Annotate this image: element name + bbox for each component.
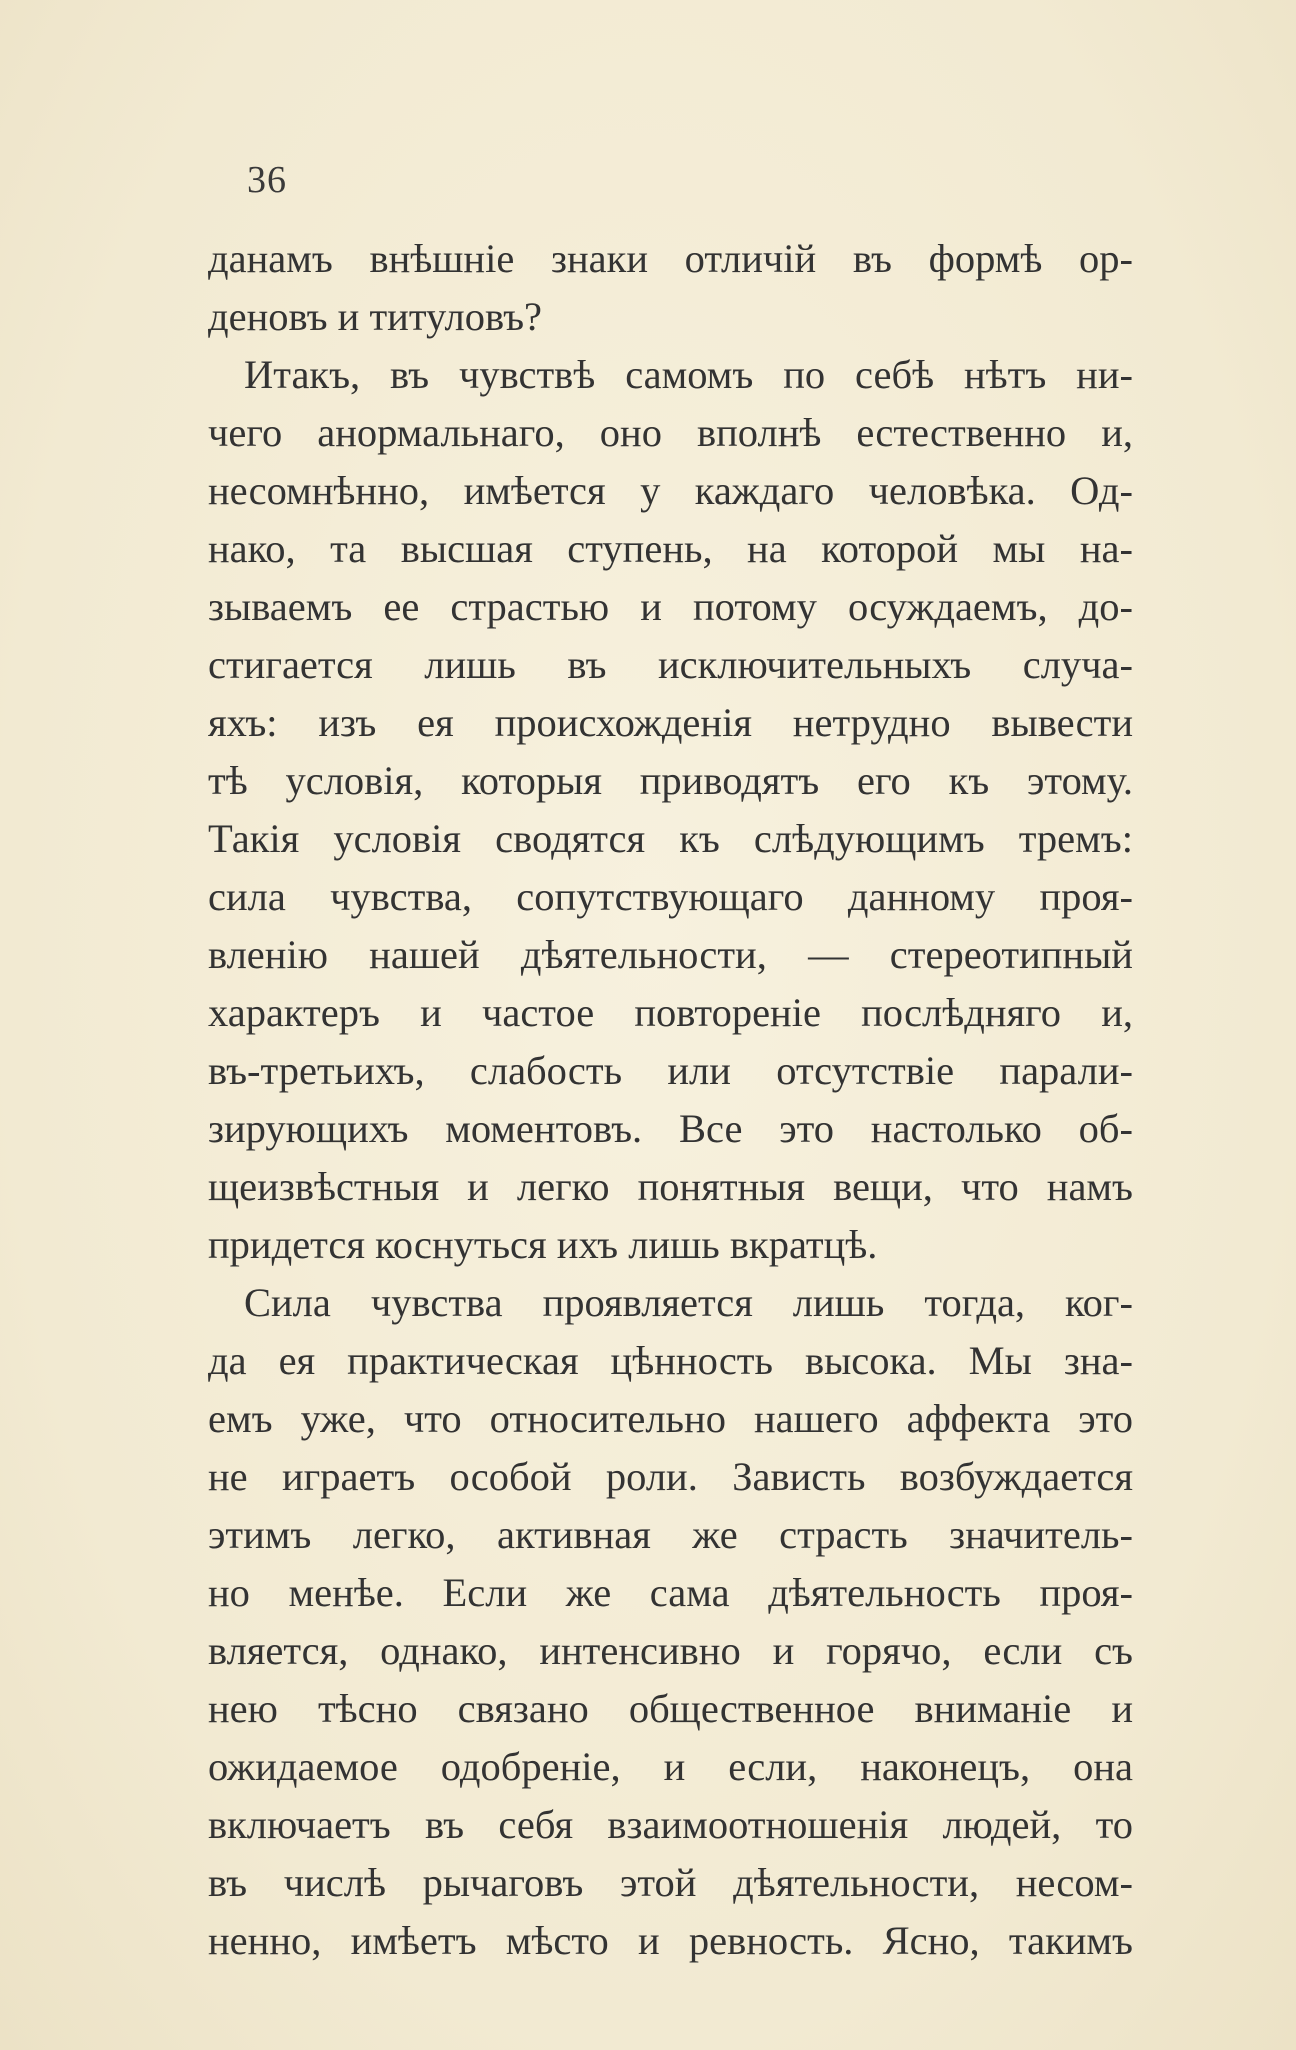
text-line: Такія условія сводятся къ слѣдующимъ тремъ: — [208, 816, 1133, 861]
text-line: нею тѣсно связано общественное вниманіе и — [208, 1686, 1133, 1731]
text-line: щеизвѣстныя и легко понятныя вещи, что намъ — [208, 1164, 1133, 1209]
text-line: Итакъ, въ чувствѣ самомъ по себѣ нѣтъ ни- — [244, 352, 1133, 397]
text-line: тѣ условія, которыя приводятъ его къ этому. — [208, 758, 1133, 803]
text-line: чего анормальнаго, оно вполнѣ естественно и, — [208, 410, 1133, 455]
text-line: зываемъ ее страстью и потому осуждаемъ, до- — [208, 584, 1133, 629]
text-line: Сила чувства проявляется лишь тогда, ког- — [244, 1280, 1133, 1325]
text-line: вляется, однако, интенсивно и горячо, если съ — [208, 1628, 1133, 1673]
text-line: нако, та высшая ступень, на которой мы на- — [208, 526, 1133, 571]
text-line: ожидаемое одобреніе, и если, наконецъ, она — [208, 1744, 1133, 1789]
text-line: вленію нашей дѣятельности, — стереотипный — [208, 932, 1133, 977]
body-text — [208, 230, 1133, 1970]
text-line: емъ уже, что относительно нашего аффекта это — [208, 1396, 1133, 1441]
text-line: въ-третьихъ, слабость или отсутствіе парали- — [208, 1048, 1133, 1093]
text-line: придется коснуться ихъ лишь вкратцѣ. — [208, 1222, 878, 1267]
text-line: не играетъ особой роли. Зависть возбуждается — [208, 1454, 1133, 1499]
text-line: ненно, имѣетъ мѣсто и ревность. Ясно, такимъ — [208, 1918, 1133, 1963]
text-line: въ числѣ рычаговъ этой дѣятельности, несом- — [208, 1860, 1133, 1905]
text-line: данамъ внѣшніе знаки отличій въ формѣ ор- — [208, 236, 1133, 281]
text-line: зирующихъ моментовъ. Все это настолько об- — [208, 1106, 1133, 1151]
text-line: этимъ легко, активная же страсть значитель- — [208, 1512, 1133, 1557]
text-line: стигается лишь въ исключительныхъ случа- — [208, 642, 1133, 687]
text-line: характеръ и частое повтореніе послѣдняго и, — [208, 990, 1133, 1035]
text-line: яхъ: изъ ея происхожденія нетрудно вывести — [208, 700, 1133, 745]
page-number: 36 — [247, 159, 287, 201]
text-line: но менѣе. Если же сама дѣятельность проя- — [208, 1570, 1133, 1615]
text-line: сила чувства, сопутствующаго данному проя- — [208, 874, 1133, 919]
text-line: несомнѣнно, имѣется у каждаго человѣка. Од- — [208, 468, 1133, 513]
text-line: деновъ и титуловъ? — [208, 294, 542, 339]
text-line: да ея практическая цѣнность высока. Мы зна- — [208, 1338, 1133, 1383]
text-line: включаетъ въ себя взаимоотношенія людей, то — [208, 1802, 1133, 1847]
